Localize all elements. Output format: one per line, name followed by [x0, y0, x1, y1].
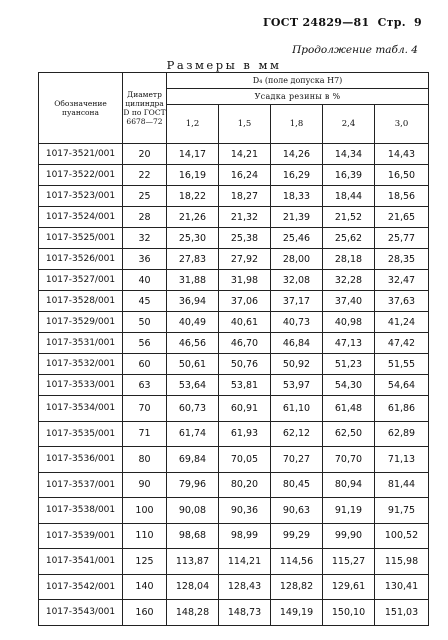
d4-value: 18,22: [167, 186, 219, 207]
punch-designation: 1017-3527/001: [39, 270, 123, 291]
d4-value: 128,82: [271, 574, 323, 600]
d4-value: 71,13: [375, 447, 429, 473]
cylinder-diameter: 36: [123, 249, 167, 270]
d4-value: 70,70: [323, 447, 375, 473]
d4-value: 46,84: [271, 333, 323, 354]
punch-designation: 1017-3533/001: [39, 375, 123, 396]
table-row: [39, 186, 429, 207]
cylinder-diameter: 80: [123, 447, 167, 473]
d4-value: 91,19: [323, 498, 375, 524]
d4-value: 36,94: [167, 291, 219, 312]
cylinder-diameter: 60: [123, 354, 167, 375]
header-designation: Обозначение пуансона: [39, 73, 123, 144]
d4-value: 53,64: [167, 375, 219, 396]
d4-value: 69,84: [167, 447, 219, 473]
cylinder-diameter: 71: [123, 421, 167, 447]
cylinder-diameter: 25: [123, 186, 167, 207]
punch-designation: 1017-3525/001: [39, 228, 123, 249]
table-row: [39, 249, 429, 270]
d4-value: 151,03: [375, 600, 429, 626]
d4-value: 18,44: [323, 186, 375, 207]
cylinder-diameter: 56: [123, 333, 167, 354]
d4-value: 21,52: [323, 207, 375, 228]
table-row: [39, 270, 429, 291]
d4-value: 25,30: [167, 228, 219, 249]
d4-value: 37,40: [323, 291, 375, 312]
table-row: [39, 447, 429, 473]
d4-value: 32,47: [375, 270, 429, 291]
shrinkage-value: 1,8: [271, 105, 323, 144]
d4-value: 128,43: [219, 574, 271, 600]
table-row: [39, 333, 429, 354]
shrinkage-value: 1,5: [219, 105, 271, 144]
d4-value: 115,98: [375, 549, 429, 575]
table-row: [39, 144, 429, 165]
cylinder-diameter: 28: [123, 207, 167, 228]
d4-value: 21,32: [219, 207, 271, 228]
d4-value: 62,12: [271, 421, 323, 447]
d4-value: 14,34: [323, 144, 375, 165]
d4-value: 99,90: [323, 523, 375, 549]
table-row: [39, 600, 429, 626]
d4-value: 40,73: [271, 312, 323, 333]
d4-value: 90,08: [167, 498, 219, 524]
table-row: [39, 396, 429, 422]
table-row: [39, 228, 429, 249]
cylinder-diameter: 40: [123, 270, 167, 291]
table-row: [39, 207, 429, 228]
punch-designation: 1017-3529/001: [39, 312, 123, 333]
d4-value: 53,81: [219, 375, 271, 396]
d4-value: 61,10: [271, 396, 323, 422]
d4-value: 46,56: [167, 333, 219, 354]
punch-designation: 1017-3537/001: [39, 472, 123, 498]
shrinkage-value: 1,2: [167, 105, 219, 144]
d4-value: 16,29: [271, 165, 323, 186]
units-label: Размеры в мм: [166, 58, 282, 72]
d4-value: 25,62: [323, 228, 375, 249]
table-row: [39, 421, 429, 447]
d4-value: 50,76: [219, 354, 271, 375]
d4-value: 128,04: [167, 574, 219, 600]
d4-value: 31,98: [219, 270, 271, 291]
d4-value: 61,86: [375, 396, 429, 422]
punch-designation: 1017-3531/001: [39, 333, 123, 354]
table-row: [39, 291, 429, 312]
table-row: [39, 312, 429, 333]
shrinkage-value: 3,0: [375, 105, 429, 144]
cylinder-diameter: 32: [123, 228, 167, 249]
d4-value: 70,27: [271, 447, 323, 473]
cylinder-diameter: 140: [123, 574, 167, 600]
d4-value: 16,19: [167, 165, 219, 186]
d4-value: 50,92: [271, 354, 323, 375]
page-number: 9: [414, 16, 422, 29]
table-row: [39, 354, 429, 375]
d4-value: 99,29: [271, 523, 323, 549]
d4-value: 53,97: [271, 375, 323, 396]
d4-value: 40,98: [323, 312, 375, 333]
d4-value: 50,61: [167, 354, 219, 375]
d4-value: 81,44: [375, 472, 429, 498]
dimension-table: [38, 72, 429, 626]
punch-designation: 1017-3535/001: [39, 421, 123, 447]
table-row: [39, 472, 429, 498]
d4-value: 27,92: [219, 249, 271, 270]
cylinder-diameter: 100: [123, 498, 167, 524]
cylinder-diameter: 110: [123, 523, 167, 549]
d4-value: 25,46: [271, 228, 323, 249]
d4-value: 80,20: [219, 472, 271, 498]
d4-value: 51,55: [375, 354, 429, 375]
d4-value: 28,00: [271, 249, 323, 270]
punch-designation: 1017-3536/001: [39, 447, 123, 473]
d4-value: 98,99: [219, 523, 271, 549]
d4-value: 61,93: [219, 421, 271, 447]
punch-designation: 1017-3526/001: [39, 249, 123, 270]
d4-value: 16,50: [375, 165, 429, 186]
d4-value: 79,96: [167, 472, 219, 498]
d4-value: 46,70: [219, 333, 271, 354]
d4-value: 40,49: [167, 312, 219, 333]
d4-value: 62,89: [375, 421, 429, 447]
d4-value: 21,26: [167, 207, 219, 228]
cylinder-diameter: 125: [123, 549, 167, 575]
table-row: [39, 165, 429, 186]
d4-value: 130,41: [375, 574, 429, 600]
d4-value: 37,17: [271, 291, 323, 312]
d4-value: 60,91: [219, 396, 271, 422]
d4-value: 98,68: [167, 523, 219, 549]
d4-value: 47,42: [375, 333, 429, 354]
d4-value: 14,21: [219, 144, 271, 165]
d4-value: 25,77: [375, 228, 429, 249]
d4-value: 148,28: [167, 600, 219, 626]
d4-value: 14,43: [375, 144, 429, 165]
d4-value: 18,33: [271, 186, 323, 207]
d4-value: 80,94: [323, 472, 375, 498]
header-shrinkage: Усадка резины в %: [167, 89, 429, 105]
d4-value: 32,28: [323, 270, 375, 291]
punch-designation: 1017-3524/001: [39, 207, 123, 228]
d4-value: 18,27: [219, 186, 271, 207]
d4-value: 54,30: [323, 375, 375, 396]
d4-value: 28,18: [323, 249, 375, 270]
d4-value: 90,36: [219, 498, 271, 524]
punch-designation: 1017-3522/001: [39, 165, 123, 186]
standard-number: ГОСТ 24829—81: [263, 16, 370, 29]
cylinder-diameter: 50: [123, 312, 167, 333]
d4-value: 60,73: [167, 396, 219, 422]
d4-value: 150,10: [323, 600, 375, 626]
punch-designation: 1017-3539/001: [39, 523, 123, 549]
punch-designation: 1017-3538/001: [39, 498, 123, 524]
d4-value: 41,24: [375, 312, 429, 333]
punch-designation: 1017-3523/001: [39, 186, 123, 207]
punch-designation: 1017-3521/001: [39, 144, 123, 165]
page-header: [259, 16, 422, 29]
d4-value: 70,05: [219, 447, 271, 473]
d4-value: 80,45: [271, 472, 323, 498]
d4-value: 21,65: [375, 207, 429, 228]
d4-value: 114,56: [271, 549, 323, 575]
d4-value: 27,83: [167, 249, 219, 270]
d4-value: 21,39: [271, 207, 323, 228]
d4-value: 37,63: [375, 291, 429, 312]
cylinder-diameter: 45: [123, 291, 167, 312]
table-row: [39, 523, 429, 549]
punch-designation: 1017-3532/001: [39, 354, 123, 375]
d4-value: 61,48: [323, 396, 375, 422]
d4-value: 54,64: [375, 375, 429, 396]
punch-designation: 1017-3541/001: [39, 549, 123, 575]
d4-value: 115,27: [323, 549, 375, 575]
d4-value: 16,39: [323, 165, 375, 186]
d4-value: 32,08: [271, 270, 323, 291]
d4-value: 47,13: [323, 333, 375, 354]
punch-designation: 1017-3543/001: [39, 600, 123, 626]
d4-value: 129,61: [323, 574, 375, 600]
cylinder-diameter: 90: [123, 472, 167, 498]
table-body: [39, 144, 429, 626]
d4-value: 91,75: [375, 498, 429, 524]
d4-value: 100,52: [375, 523, 429, 549]
table-row: [39, 574, 429, 600]
cylinder-diameter: 70: [123, 396, 167, 422]
d4-value: 28,35: [375, 249, 429, 270]
d4-value: 18,56: [375, 186, 429, 207]
d4-value: 148,73: [219, 600, 271, 626]
table-row: [39, 375, 429, 396]
table-row: [39, 498, 429, 524]
d4-value: 113,87: [167, 549, 219, 575]
punch-designation: 1017-3528/001: [39, 291, 123, 312]
d4-value: 62,50: [323, 421, 375, 447]
d4-value: 31,88: [167, 270, 219, 291]
d4-value: 61,74: [167, 421, 219, 447]
punch-designation: 1017-3542/001: [39, 574, 123, 600]
continuation-label: Продолжение табл. 4: [292, 44, 418, 56]
page-word: Стр.: [377, 16, 406, 29]
cylinder-diameter: 160: [123, 600, 167, 626]
punch-designation: 1017-3534/001: [39, 396, 123, 422]
d4-value: 90,63: [271, 498, 323, 524]
d4-value: 40,61: [219, 312, 271, 333]
d4-value: 16,24: [219, 165, 271, 186]
header-diameter: Диаметр цилиндра D по ГОСТ 6678—72: [123, 73, 167, 144]
d4-value: 114,21: [219, 549, 271, 575]
d4-value: 149,19: [271, 600, 323, 626]
d4-value: 51,23: [323, 354, 375, 375]
header-d4: D₄ (поле допуска H7): [167, 73, 429, 89]
d4-value: 25,38: [219, 228, 271, 249]
d4-value: 37,06: [219, 291, 271, 312]
d4-value: 14,26: [271, 144, 323, 165]
cylinder-diameter: 63: [123, 375, 167, 396]
cylinder-diameter: 20: [123, 144, 167, 165]
shrinkage-value: 2,4: [323, 105, 375, 144]
d4-value: 14,17: [167, 144, 219, 165]
cylinder-diameter: 22: [123, 165, 167, 186]
table-row: [39, 549, 429, 575]
